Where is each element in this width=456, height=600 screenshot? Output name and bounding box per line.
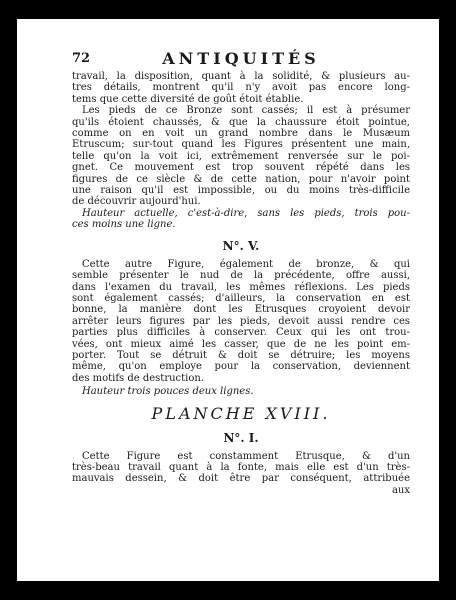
text-line: arrêter leurs figures par les pieds, devoit aussi rendre ces — [72, 315, 410, 327]
page-number: 72 — [72, 51, 91, 66]
text-line: semble présenter le nud de la précédente, offre aussi, — [72, 270, 410, 282]
text-line: comme on en voit un grand nombre dans le Musæum — [72, 128, 410, 140]
text-line: gnet. Ce mouvement est trop souvent répété dans les — [72, 162, 410, 174]
text-line: des motifs de destruction. — [72, 372, 205, 384]
dimension-note: Hauteur trois pouces deux lignes. — [82, 386, 254, 398]
text-line: parties plus difficiles à conserver. Ceux qui les ont trou- — [72, 327, 410, 339]
plate-heading: PLANCHE XVIII. — [151, 403, 331, 423]
paragraph-1 — [72, 71, 410, 105]
paragraph-4 — [72, 259, 410, 384]
text-line: tres détails, montrent qu'il n'y avoit pas encore long- — [72, 82, 410, 94]
paragraph-3 — [72, 208, 410, 231]
text-line: tems que cette diversité de goût étoit établie. — [72, 93, 304, 105]
section-heading: N°. V. — [222, 238, 260, 253]
document-page — [17, 19, 439, 581]
text-line: qu'ils étoient chaussés, & que la chaussure étoit pointue, — [72, 116, 410, 128]
text-line: Cette Figure est constamment Etrusque, & d'un — [82, 450, 410, 462]
text-line: vées, ont mieux aimé les casser, que de ne les point em- — [72, 338, 410, 350]
text-line: une raison qu'il est impossible, ou du moins très-difficile — [72, 185, 410, 197]
text-line: ces moins une ligne. — [72, 219, 176, 231]
text-line: dans l'examen du travail, les mêmes réflexions. Les pieds — [72, 281, 410, 293]
text-line: Les pieds de ce Bronze sont cassés; il est à présumer — [82, 105, 410, 117]
text-line: Hauteur actuelle, c'est-à-dire, sans les pieds, trois pou- — [82, 207, 410, 219]
page-content — [72, 49, 410, 496]
running-title: ANTIQUITÉS — [162, 49, 320, 68]
text-line: de découvrir aujourd'hui. — [72, 196, 201, 208]
page-header — [72, 49, 410, 71]
paragraph-6 — [72, 451, 410, 485]
text-line: figures de ce siècle & de cette nation, pour n'avoir point — [72, 173, 410, 185]
text-line: travail, la disposition, quant à la solidité, & plusieurs au- — [72, 71, 410, 82]
text-line: très-beau travail quant à la fonte, mais elle est d'un très- — [72, 461, 410, 473]
text-line: porter. Tout se détruit & doit se détruire; les moyens — [72, 349, 410, 361]
catchword: aux — [391, 484, 410, 496]
text-line: Etruscum; sur-tout quand les Figures présentent une main, — [72, 139, 410, 151]
text-line: même, qu'on employe pour la conservation, deviennent — [72, 361, 410, 373]
section-heading: N°. I. — [223, 430, 259, 445]
text-line: Cette autre Figure, également de bronze, & qui — [82, 258, 410, 270]
text-line: bonne, la manière dont les Etrusques croyoient devoir — [72, 304, 410, 316]
paragraph-2 — [72, 105, 410, 208]
text-line: mauvais dessein, & doit être par conséquent, attribuée — [72, 473, 410, 485]
text-line: telle qu'on la voit ici, extrêmement renversée sur le poi- — [72, 150, 410, 162]
text-line: sont également cassés; d'ailleurs, la conservation en est — [72, 292, 410, 304]
